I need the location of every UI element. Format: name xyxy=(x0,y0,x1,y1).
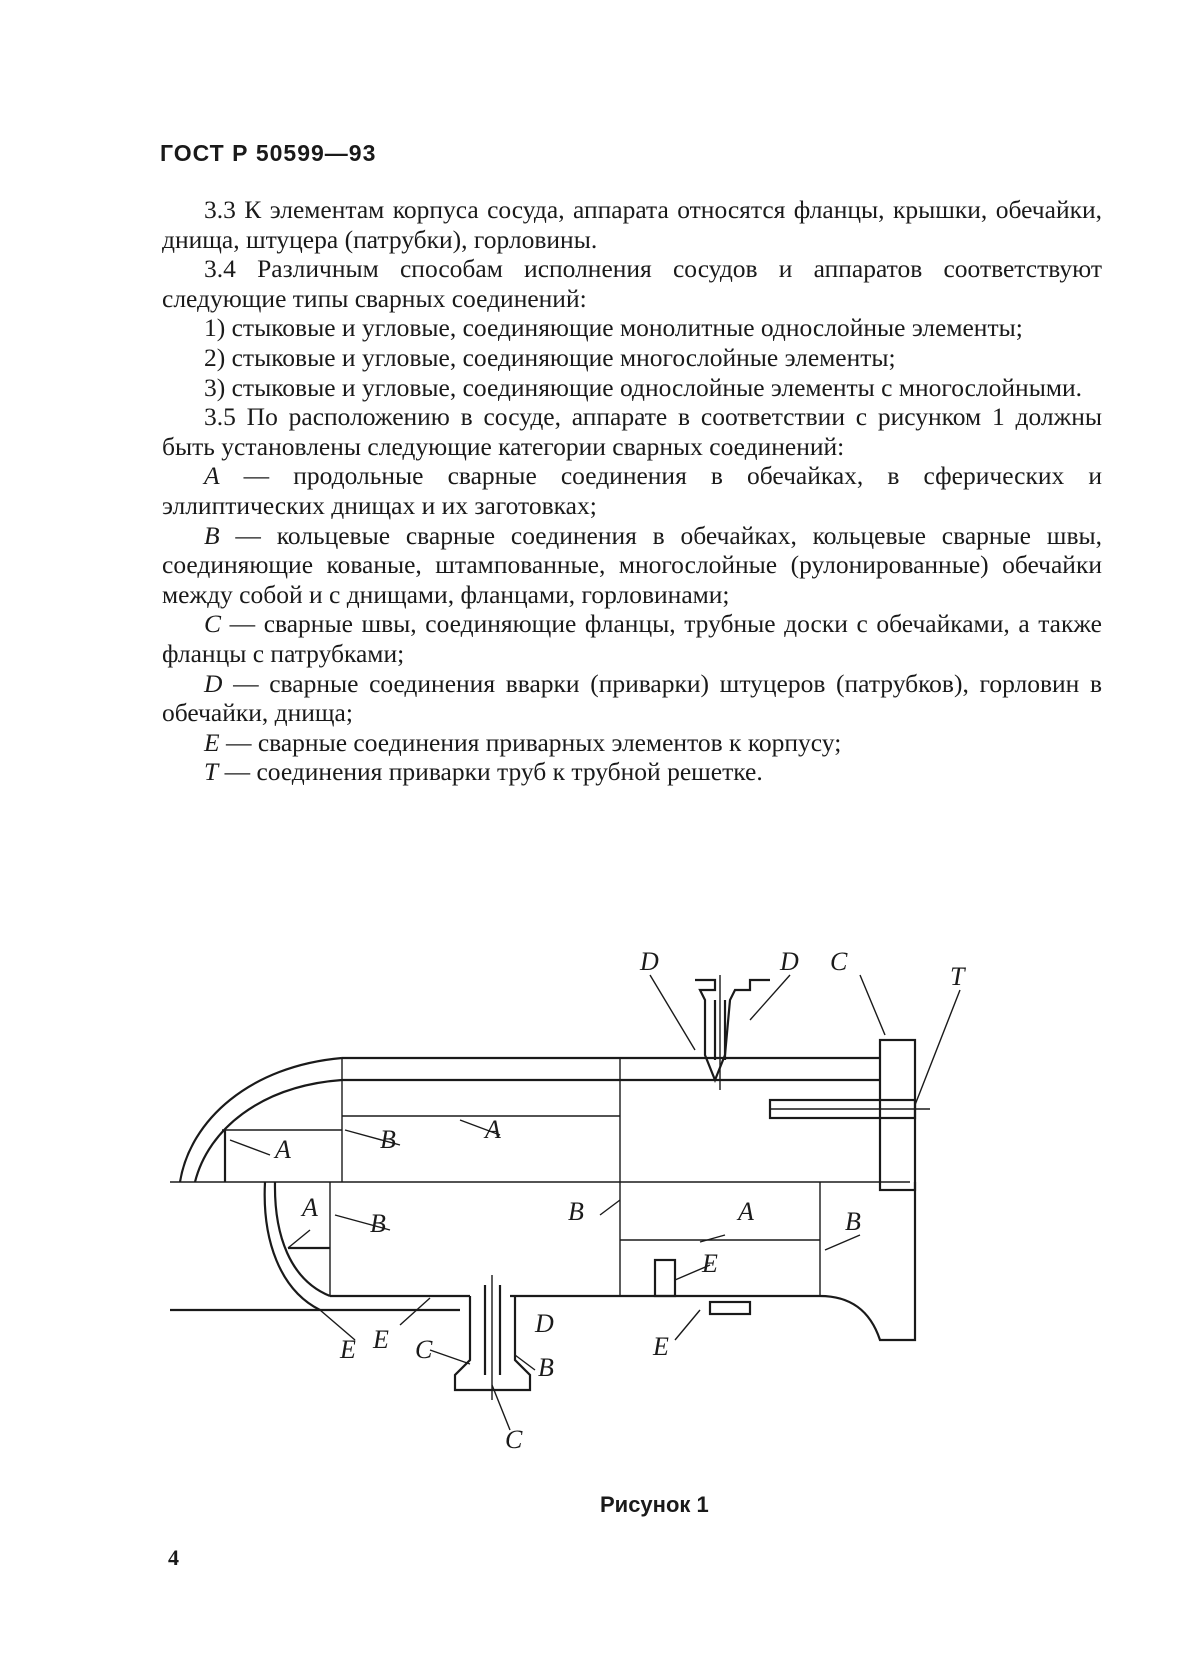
category-e xyxy=(162,728,1102,758)
label-b: B xyxy=(380,1125,396,1154)
weld-joint-diagram xyxy=(170,947,1010,1460)
bottom-nozzle xyxy=(455,1275,750,1400)
list-item-1: 1) стыковые и угловые, соединяющие монолитные однослойные элементы; xyxy=(204,313,1023,343)
paragraph-3-4: 3.4 Различным способам исполнения сосудов и аппаратов соответствуют следующие типы сварных соединений: xyxy=(162,254,1102,313)
category-code: E xyxy=(204,727,220,757)
figure-caption: Рисунок 1 xyxy=(600,1492,709,1517)
label-d: D xyxy=(780,947,799,976)
category-a xyxy=(162,461,1102,520)
list-item-2: 2) стыковые и угловые, соединяющие многослойные элементы; xyxy=(204,342,896,372)
label-b: B xyxy=(568,1197,584,1226)
paragraph-3-3: 3.3 К элементам корпуса сосуда, аппарата относятся фланцы, крышки, обечайки, днища, штуцера (патрубки), горловины. xyxy=(162,195,1102,254)
body-text xyxy=(162,195,1102,787)
label-b: B xyxy=(370,1209,386,1238)
category-code: T xyxy=(204,757,219,787)
document-header: ГОСТ Р 50599—93 xyxy=(160,140,377,166)
category-text: — сварные швы, соединяющие фланцы, трубные доски с обечайками, а также фланцы с патрубками; xyxy=(162,609,1102,668)
paragraph-3-5: 3.5 По расположению в сосуде, аппарате в соответствии с рисунком 1 должны быть установлены следующие категории сварных соединений: xyxy=(162,402,1102,461)
label-a: A xyxy=(738,1197,754,1226)
label-e: E xyxy=(653,1332,669,1361)
category-code: D xyxy=(204,668,223,698)
category-text: — продольные сварные соединения в обечайках, в сферических и эллиптических днищах и их заготовках; xyxy=(162,461,1102,520)
category-c xyxy=(162,609,1102,668)
label-a: A xyxy=(275,1135,291,1164)
label-b: B xyxy=(538,1353,554,1382)
label-e: E xyxy=(702,1249,718,1278)
label-d: D xyxy=(640,947,659,976)
category-text: — сварные соединения вварки (приварки) штуцеров (патрубков), горловин в обечайки, днища; xyxy=(162,668,1102,728)
label-d: D xyxy=(535,1309,554,1338)
label-c: C xyxy=(415,1335,433,1364)
list-item-3: 3) стыковые и угловые, соединяющие однослойные элементы с многослойными. xyxy=(204,372,1082,402)
label-c: C xyxy=(830,947,848,976)
category-t xyxy=(162,757,1102,787)
category-d xyxy=(162,669,1102,728)
category-text: — сварные соединения приварных элементов к корпусу; xyxy=(219,727,842,757)
label-t: T xyxy=(950,962,965,991)
label-c: C xyxy=(505,1425,523,1454)
page-number: 4 xyxy=(168,1545,179,1570)
top-nozzle xyxy=(695,975,770,1090)
label-b: B xyxy=(845,1207,861,1236)
right-flange xyxy=(770,1040,930,1190)
category-code: C xyxy=(204,609,222,639)
category-text: — соединения приварки труб к трубной решетке. xyxy=(218,757,763,787)
category-b xyxy=(162,521,1102,610)
category-code: A xyxy=(204,461,220,491)
label-a: A xyxy=(485,1115,501,1144)
label-e: E xyxy=(373,1325,389,1354)
category-text: — кольцевые сварные соединения в обечайках, кольцевые сварные швы, соединяющие кованые, штампованные, многослойные (рулонированные) обечайки между собой и с днищами, фланцами, горловинами; xyxy=(162,520,1102,609)
label-a: A xyxy=(302,1193,318,1222)
category-code: B xyxy=(204,520,220,550)
label-e: E xyxy=(340,1335,356,1364)
